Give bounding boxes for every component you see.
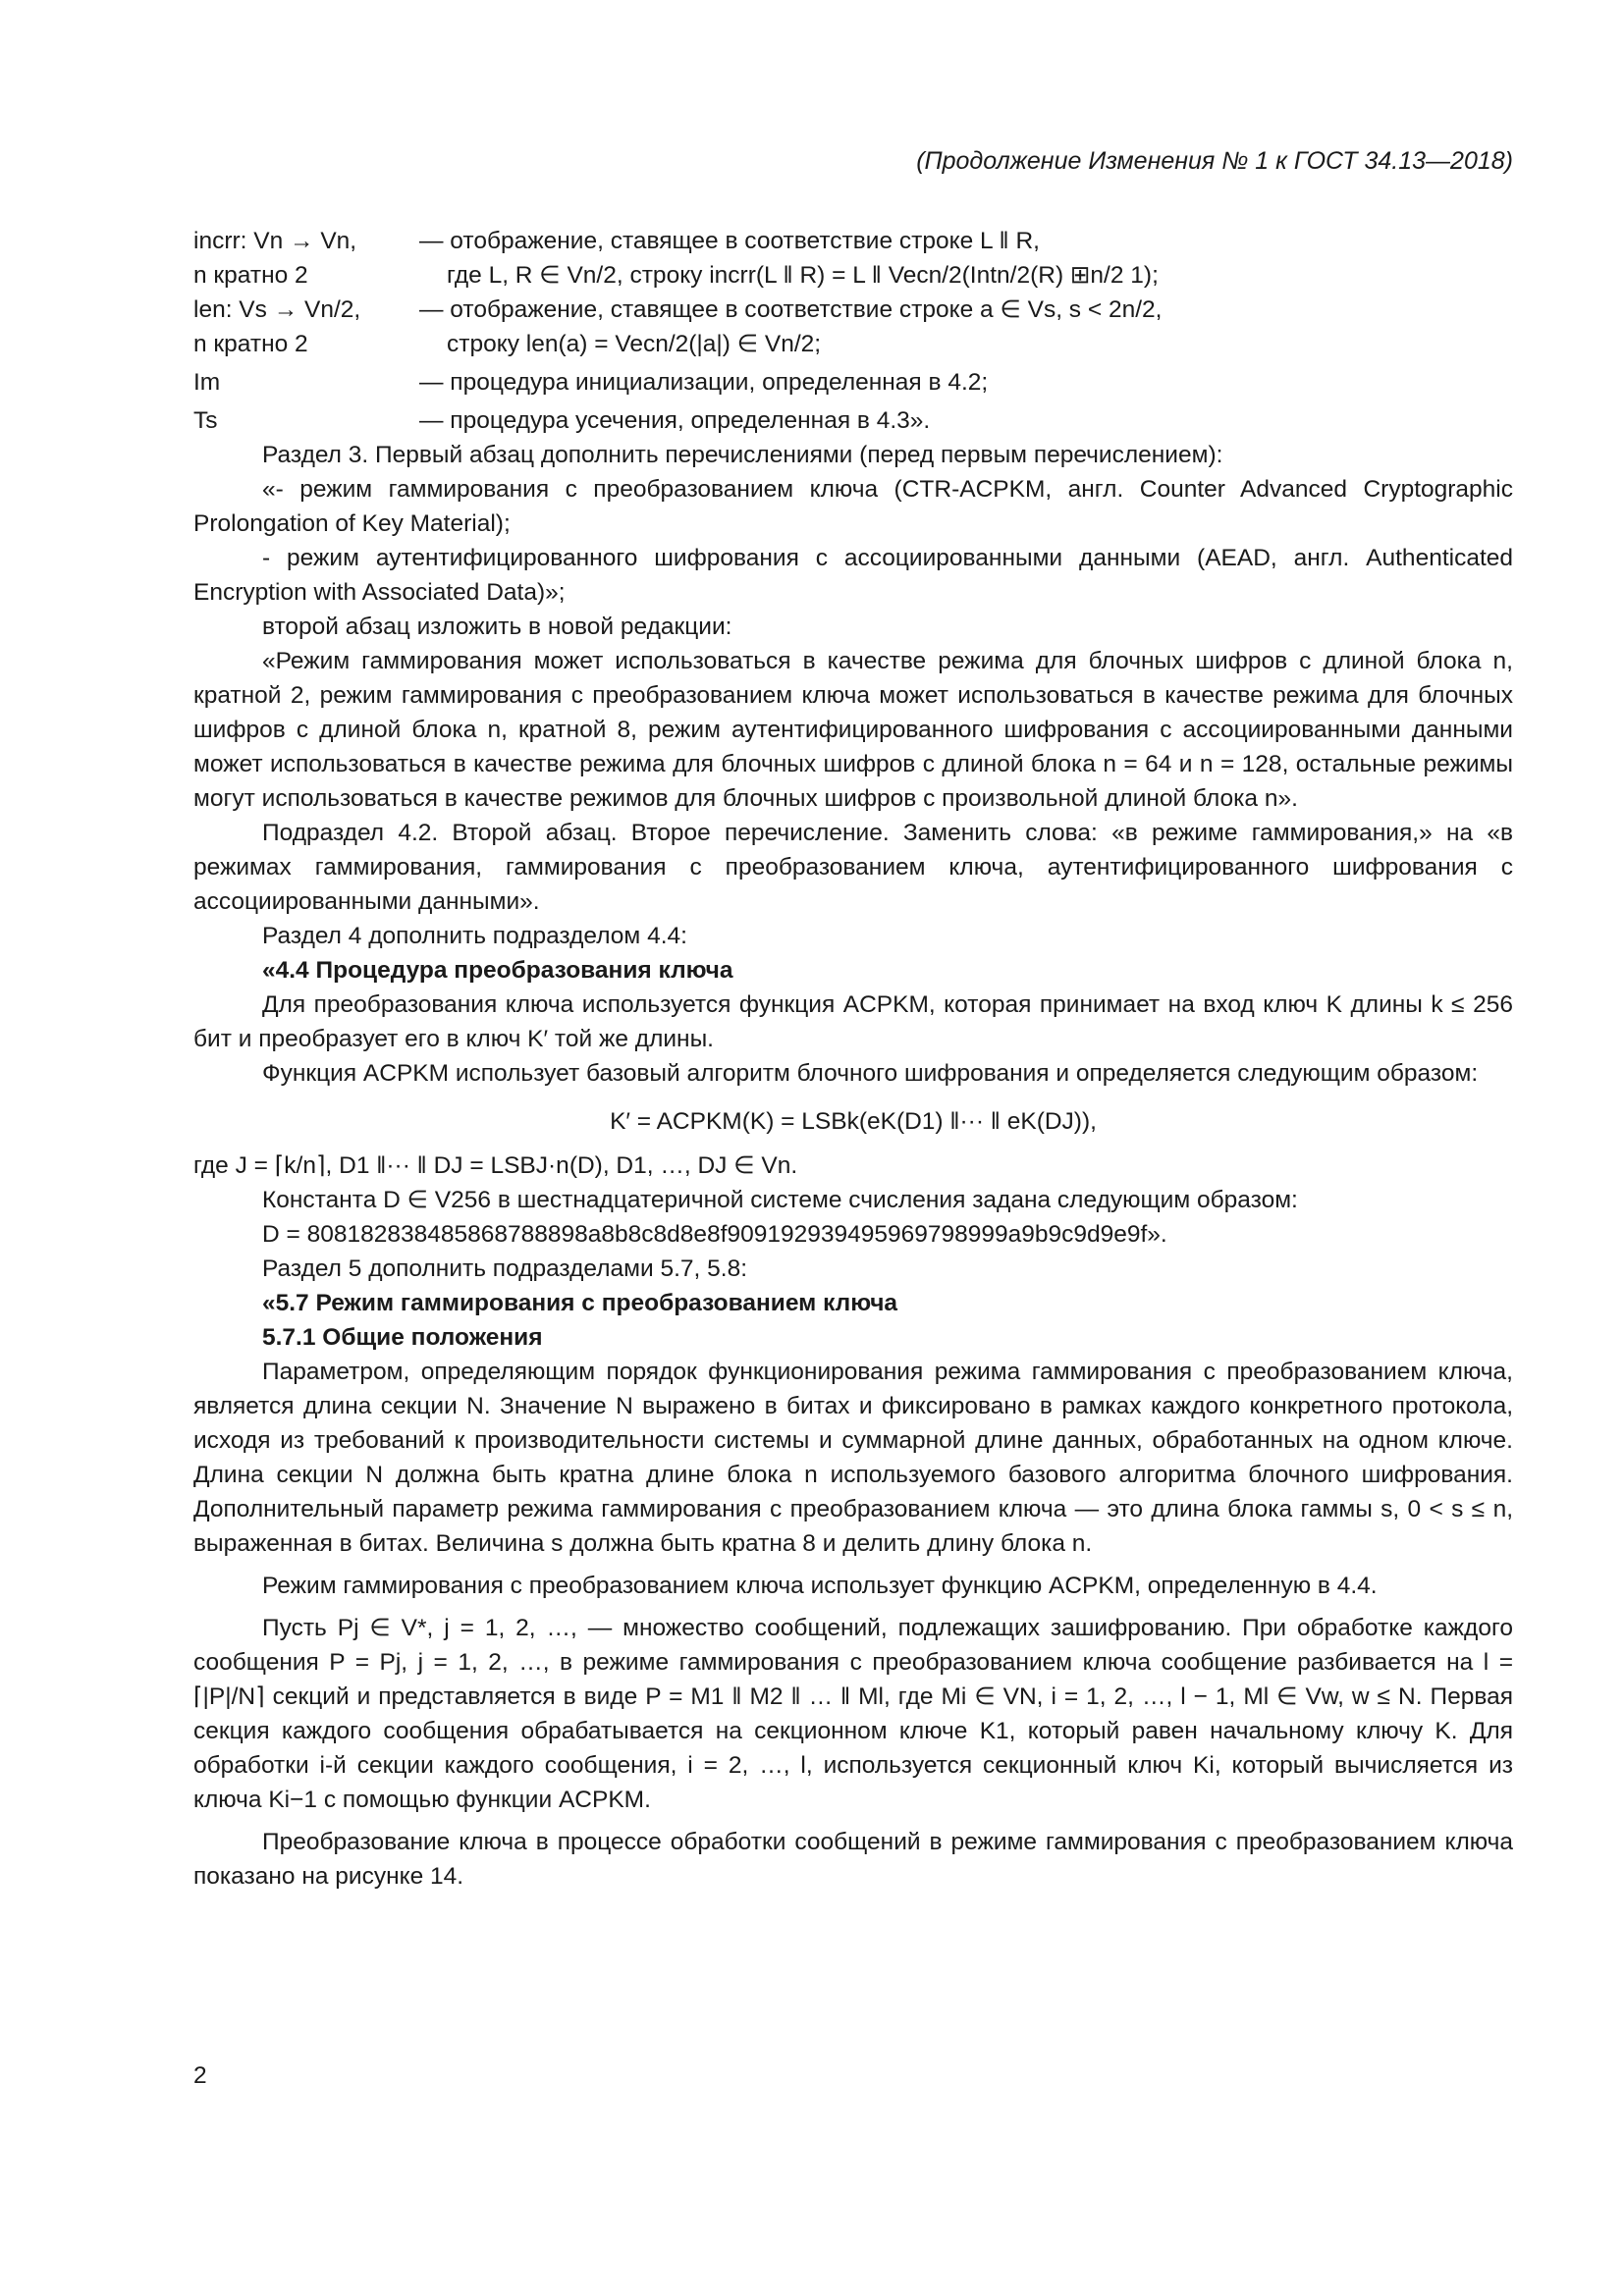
definition-incr bbox=[193, 224, 1513, 293]
definition-symbol: Im bbox=[193, 369, 221, 396]
definitions-list bbox=[193, 224, 1513, 438]
section-heading-4-4: «4.4 Процедура преобразования ключа bbox=[262, 957, 733, 984]
definition-symbol bbox=[193, 293, 419, 361]
paragraph: Пусть Pj ∈ V*, j = 1, 2, …, — множество сообщений, подлежащих зашифрованию. При обработке каждого сообщения P = Pj, j = 1, 2, …, в режиме гаммирования с преобразованием ключа сообщение разбивается на l = ⌈|P|/N⌉ секций и представляется в виде P = M1 ‖ M2 ‖ … ‖ Ml, где Mi ∈ VN, i = 1, 2, …, l − 1, Ml ∈ Vw, w ≤ N. Первая секция каждого сообщения обрабатывается на секционном ключе K1, который равен начальному ключу K. Для обработки i-й секции каждого сообщения, i = 2, …, l, используется секционный ключ Ki, который вычисляется из ключа Ki−1 с помощью функции ACPKM. bbox=[193, 1615, 1513, 1813]
paragraph: Раздел 4 дополнить подразделом 4.4: bbox=[262, 923, 687, 949]
definition-symbol-line: n кратно 2 bbox=[193, 331, 308, 357]
paragraph: второй абзац изложить в новой редакции: bbox=[262, 614, 732, 640]
definition-im bbox=[193, 365, 1513, 400]
paragraph: Параметром, определяющим порядок функционирования режима гаммирования с преобразованием ключа, является длина секции N. Значение N выражено в битах и фиксировано в рамках каждого конкретного протокола, исходя из требований к производительности системы и суммарной длине данных, обработанных на одном ключе. Длина секции N должна быть кратна длине блока n используемого базового алгоритма блочного шифрования. Дополнительный параметр режима гаммирования с преобразованием ключа — это длина блока гаммы s, 0 < s ≤ n, выраженная в битах. Величина s должна быть кратна 8 и делить длину блока n. bbox=[193, 1359, 1513, 1557]
paragraph: Раздел 3. Первый абзац дополнить перечислениями (перед первым перечислением): bbox=[262, 442, 1223, 468]
paragraph: Константа D ∈ V256 в шестнадцатеричной системе счисления задана следующим образом: bbox=[262, 1187, 1298, 1213]
paragraph: «Режим гаммирования может использоваться в качестве режима для блочных шифров с длиной блока n, кратной 2, режим гаммирования с преобразованием ключа может использоваться в качестве режима для блочных шифров с длиной блока n, кратной 8, режим аутентифицированного шифрования с ассоциированными данными может использоваться в качестве режима для блочных шифров с длиной блока n = 64 и n = 128, остальные режимы могут использоваться в качестве режимов для блочных шифров с произвольной длиной блока n». bbox=[193, 648, 1513, 812]
formula-acpkm: K′ = ACPKM(K) = LSBk(eK(D1) ‖··· ‖ eK(DJ)), bbox=[610, 1108, 1097, 1135]
paragraph: D = 808182838485868788898a8b8c8d8e8f909192939495969798999a9b9c9d9e9f». bbox=[262, 1221, 1167, 1248]
definition-text: — процедура инициализации, определенная в 4.2; bbox=[419, 369, 989, 396]
definition-text bbox=[419, 224, 1513, 293]
page-content bbox=[193, 224, 1513, 1894]
definition-text: — процедура усечения, определенная в 4.3». bbox=[419, 407, 931, 434]
definition-symbol-line: len: Vs → Vn/2, bbox=[193, 296, 361, 323]
paragraph: Режим гаммирования с преобразованием ключа использует функцию ACPKM, определенную в 4.4. bbox=[262, 1573, 1378, 1599]
paragraph: Преобразование ключа в процессе обработки сообщений в режиме гаммирования с преобразованием ключа показано на рисунке 14. bbox=[193, 1829, 1513, 1890]
page-number: 2 bbox=[193, 2062, 207, 2089]
definition-symbol-line: incrr: Vn → Vn, bbox=[193, 228, 357, 254]
definition-symbol: Ts bbox=[193, 407, 218, 434]
definition-text bbox=[419, 293, 1513, 361]
section-heading-5-7: «5.7 Режим гаммирования с преобразованием ключа bbox=[262, 1290, 898, 1316]
definition-text-line: строку len(a) = Vecn/2(|a|) ∈ Vn/2; bbox=[447, 331, 822, 357]
running-header: (Продолжение Изменения № 1 к ГОСТ 34.13—2018) bbox=[916, 147, 1513, 175]
paragraph: Подраздел 4.2. Второй абзац. Второе перечисление. Заменить слова: «в режиме гаммирования,» на «в режимах гаммирования, гаммирования с преобразованием ключа, аутентифицированного шифрования с ассоциированными данными». bbox=[193, 820, 1513, 915]
section-heading-5-7-1: 5.7.1 Общие положения bbox=[262, 1324, 543, 1351]
paragraph: где J = ⌈k/n⌉, D1 ‖··· ‖ DJ = LSBJ·n(D), D1, …, DJ ∈ Vn. bbox=[193, 1152, 798, 1179]
definition-text-line: — отображение, ставящее в соответствие строке a ∈ Vs, s < 2n/2, bbox=[419, 296, 1163, 323]
definition-text-line: где L, R ∈ Vn/2, строку incrr(L ‖ R) = L ‖ Vecn/2(Intn/2(R) ⊞n/2 1); bbox=[447, 262, 1159, 289]
definition-symbol bbox=[193, 224, 419, 293]
definition-ts bbox=[193, 403, 1513, 438]
definition-len bbox=[193, 293, 1513, 361]
paragraph: «- режим гаммирования с преобразованием ключа (CTR-ACPKM, англ. Counter Advanced Cryptographic Prolongation of Key Material); bbox=[193, 476, 1513, 537]
paragraph: - режим аутентифицированного шифрования с ассоциированными данными (AEAD, англ. Authenticated Encryption with Associated Data)»; bbox=[193, 545, 1513, 606]
definition-text-line: — отображение, ставящее в соответствие строке L ‖ R, bbox=[419, 228, 1040, 254]
paragraph: Раздел 5 дополнить подразделами 5.7, 5.8: bbox=[262, 1255, 748, 1282]
paragraph: Для преобразования ключа используется функция ACPKM, которая принимает на вход ключ K длины k ≤ 256 бит и преобразует его в ключ K′ той же длины. bbox=[193, 991, 1513, 1052]
paragraph: Функция ACPKM использует базовый алгоритм блочного шифрования и определяется следующим образом: bbox=[262, 1060, 1479, 1087]
definition-symbol-line: n кратно 2 bbox=[193, 262, 308, 289]
